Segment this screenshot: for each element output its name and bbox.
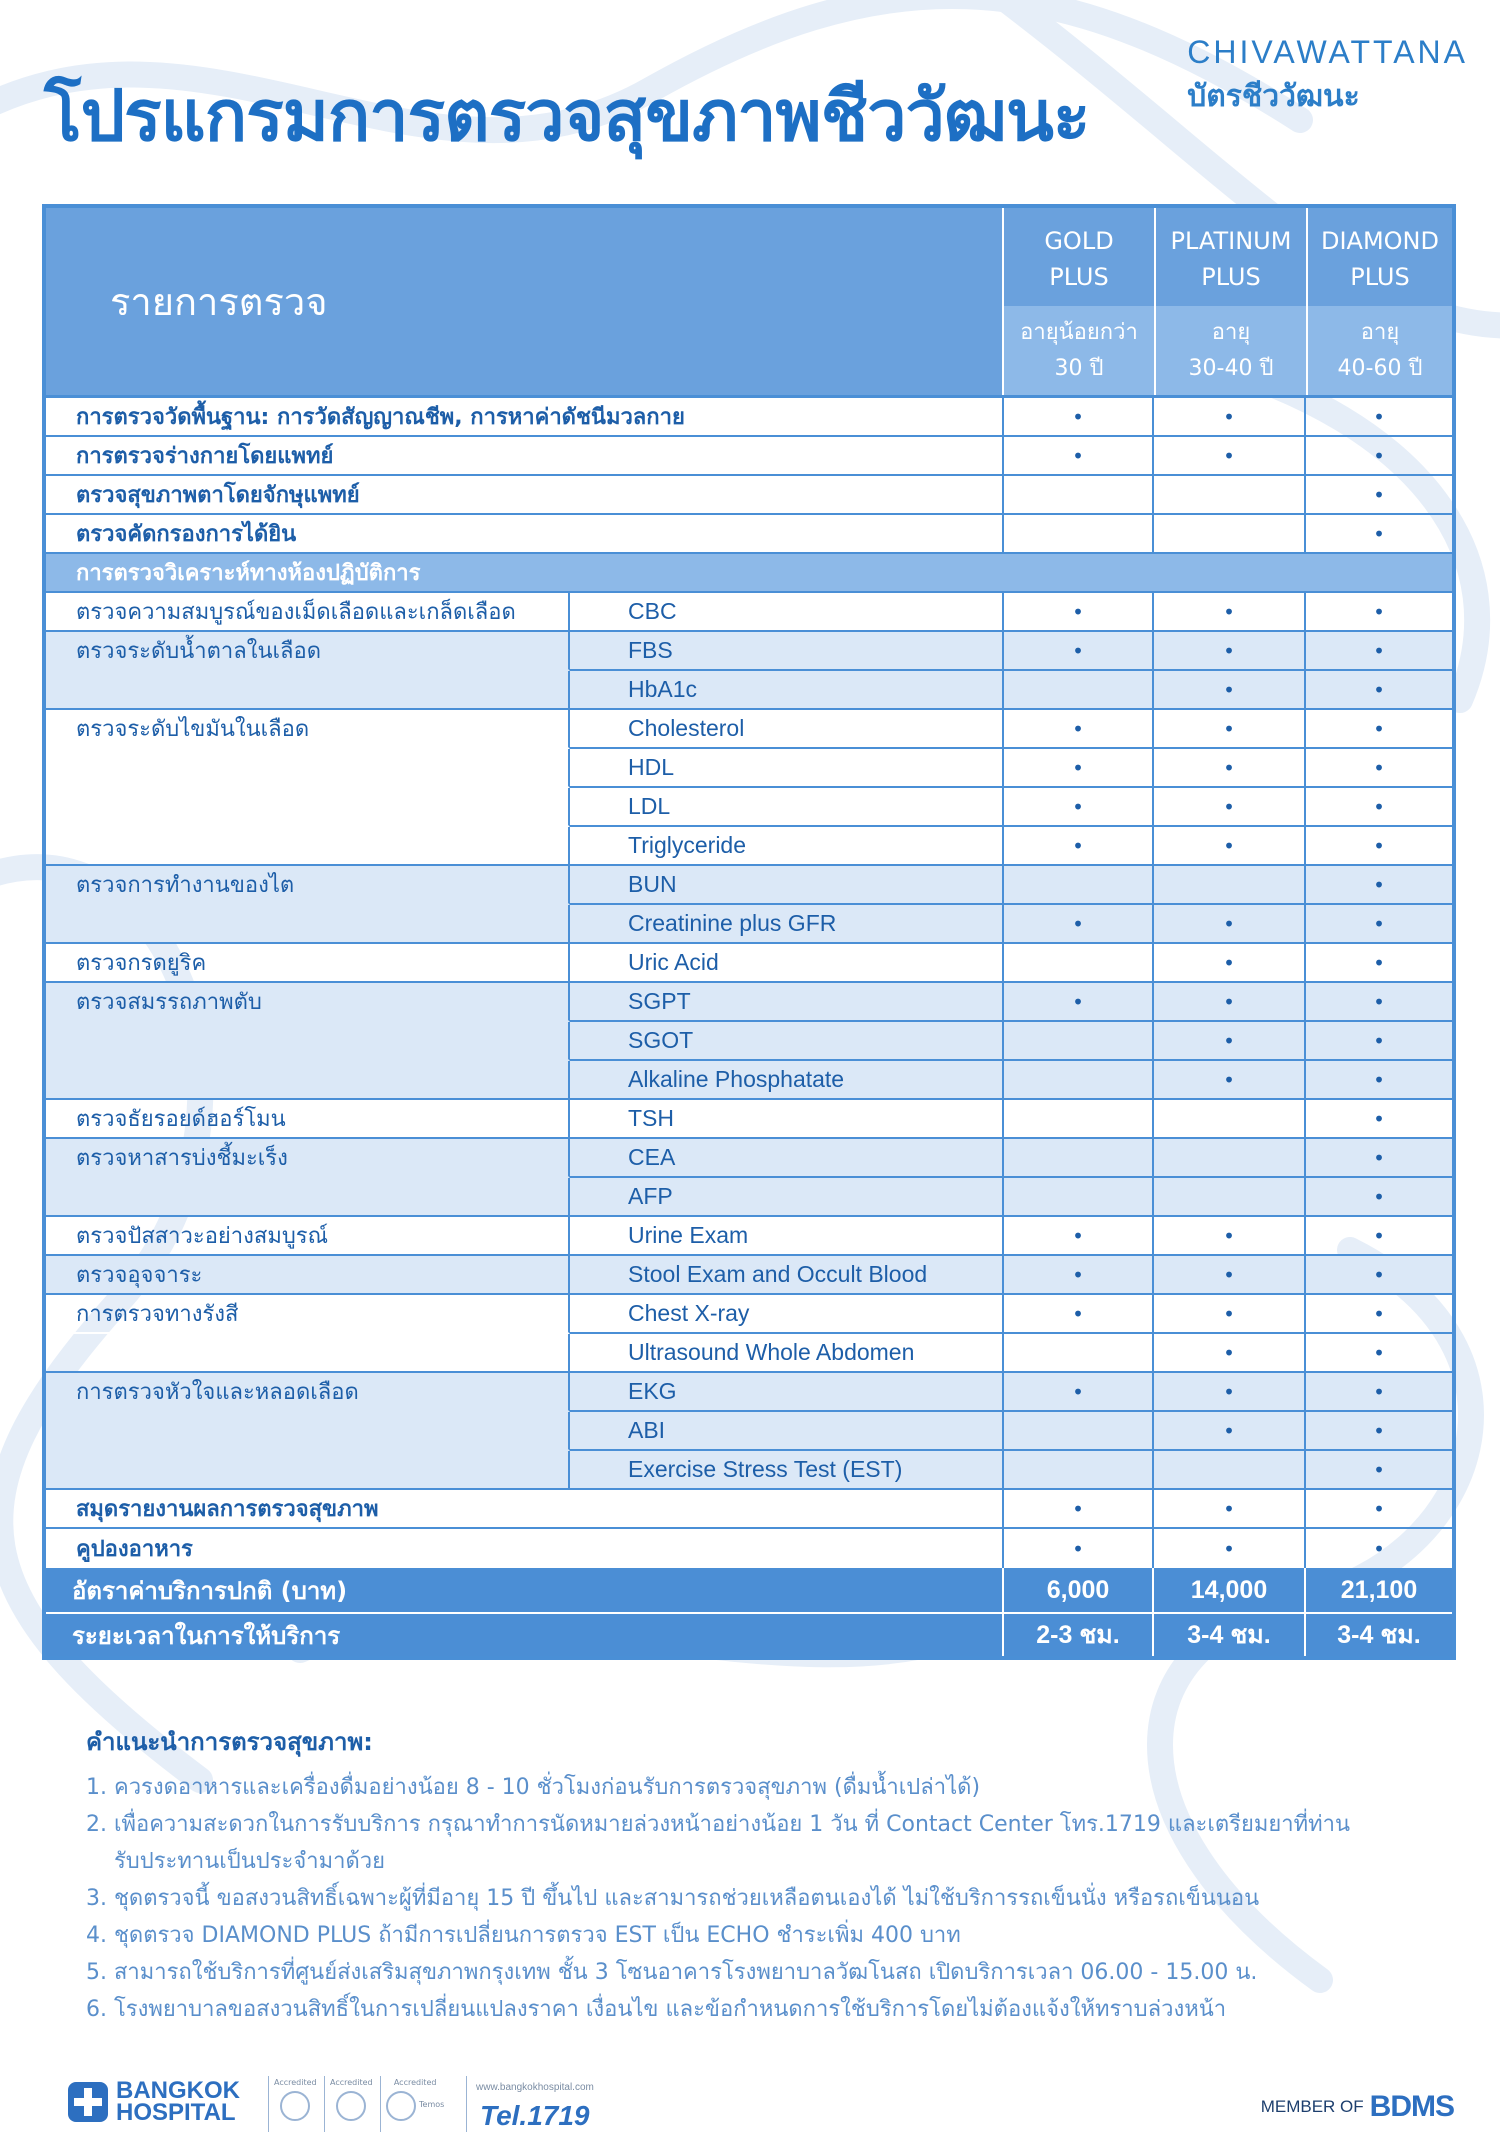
inclusion-mark: • (1154, 749, 1306, 786)
inclusion-mark (1004, 671, 1154, 708)
inclusion-mark: • (1004, 632, 1154, 669)
note-item: 2. เพื่อความสะดวกในการรับบริการ กรุณาทำการนัดหมายล่วงหน้าอย่างน้อย 1 วัน ที่ Contact Center โทร.1719 และเตรียมยาที่ท่าน (86, 1812, 1351, 1837)
table-row (46, 827, 1452, 866)
duration-platinum: 3-4 ชม. (1154, 1614, 1306, 1656)
section-cell (1004, 554, 1154, 591)
category-label (46, 827, 570, 864)
category-label (46, 1061, 570, 1098)
inclusion-mark: • (1004, 593, 1154, 630)
item-label: สมุดรายงานผลการตรวจสุขภาพ (46, 1490, 1004, 1527)
test-name: EKG (570, 1373, 1004, 1410)
table-row (46, 944, 1452, 983)
test-name: Cholesterol (570, 710, 1004, 747)
inclusion-mark: • (1154, 1490, 1306, 1527)
inclusion-mark (1004, 1061, 1154, 1098)
inclusion-mark: • (1154, 1373, 1306, 1410)
accreditation-badge-icon: Accredited (274, 2078, 317, 2121)
category-label (46, 1178, 570, 1215)
inclusion-mark: • (1306, 905, 1452, 942)
category-label: ตรวจธัยรอยด์ฮอร์โมน (46, 1100, 570, 1137)
item-label: การตรวจร่างกายโดยแพทย์ (46, 437, 1004, 474)
test-name: HDL (570, 749, 1004, 786)
inclusion-mark: • (1306, 1139, 1452, 1176)
inclusion-mark: • (1154, 1217, 1306, 1254)
logo-line-1: BANGKOK (116, 2077, 240, 2104)
category-label (46, 749, 570, 788)
tier-name: PLATINUM PLUS (1170, 227, 1292, 292)
duration-row (46, 1612, 1452, 1656)
header-label: รายการตรวจ (46, 208, 1004, 395)
notes-list (86, 1769, 1436, 2028)
table-row (46, 398, 1452, 437)
section-cell (1306, 554, 1452, 591)
test-name: Stool Exam and Occult Blood (570, 1256, 1004, 1293)
tier-diamond-plus (1306, 208, 1452, 395)
test-name: TSH (570, 1100, 1004, 1137)
duration-gold: 2-3 ชม. (1004, 1614, 1154, 1656)
test-name: LDL (570, 788, 1004, 825)
inclusion-mark: • (1154, 1256, 1306, 1293)
item-label: ตรวจสุขภาพตาโดยจักษุแพทย์ (46, 476, 1004, 513)
inclusion-mark: • (1306, 1373, 1452, 1410)
category-label: ตรวจการทำงานของไต (46, 866, 570, 905)
category-label: ตรวจอุจจาระ (46, 1256, 570, 1293)
table-row (46, 1178, 1452, 1217)
divider (324, 2076, 325, 2132)
inclusion-mark: • (1373, 443, 1385, 468)
hospital-cross-icon (68, 2082, 108, 2122)
inclusion-mark: • (1154, 944, 1306, 981)
inclusion-mark (1004, 1022, 1154, 1059)
inclusion-mark (1004, 1412, 1154, 1449)
duration-diamond: 3-4 ชม. (1337, 1621, 1421, 1649)
tier-name: DIAMOND PLUS (1320, 227, 1439, 292)
brand-logo (1187, 34, 1468, 120)
price-row (46, 1568, 1452, 1612)
inclusion-mark: • (1306, 1178, 1452, 1215)
category-label: การตรวจทางรังสี (46, 1295, 570, 1334)
table-row (46, 1256, 1452, 1295)
temos-badge-icon: Accredited Temos (386, 2078, 444, 2121)
test-name: Ultrasound Whole Abdomen (570, 1334, 1004, 1371)
note-item: 1. ควรงดอาหารและเครื่องดื่มอย่างน้อย 8 - 10 ชั่วโมงก่อนรับการตรวจสุขภาพ (ดื่มน้ำเปล่าได้) (86, 1775, 981, 1800)
inclusion-mark: • (1004, 1295, 1154, 1332)
inclusion-mark (1004, 515, 1154, 552)
inclusion-mark: • (1154, 632, 1306, 669)
inclusion-mark: • (1306, 866, 1452, 903)
table-row (46, 1022, 1452, 1061)
table-body (46, 398, 1452, 1568)
inclusion-mark: • (1373, 482, 1385, 507)
inclusion-mark (1154, 866, 1306, 903)
price-diamond: 21,100 (1340, 1575, 1418, 1604)
price-label: อัตราค่าบริการปกติ (บาท) (46, 1568, 1004, 1612)
inclusion-mark: • (1373, 599, 1385, 624)
item-label: ตรวจคัดกรองการได้ยิน (46, 515, 1004, 552)
price-platinum: 14,000 (1154, 1568, 1306, 1612)
inclusion-mark: • (1306, 632, 1452, 669)
tier-age: อายุน้อยกว่า 30 ปี (1020, 319, 1138, 381)
table-row (46, 905, 1452, 944)
divider (268, 2076, 269, 2132)
category-label (46, 1412, 570, 1451)
page-title: โปรแกรมการตรวจสุขภาพชีววัฒนะ (44, 75, 1090, 157)
accreditation-badge-icon: Accredited (330, 2078, 373, 2121)
inclusion-mark: • (1004, 710, 1154, 747)
inclusion-mark: • (1306, 1451, 1452, 1488)
test-name: Alkaline Phosphatate (570, 1061, 1004, 1098)
table-row (46, 593, 1452, 632)
telephone-number[interactable]: Tel.1719 (480, 2100, 590, 2131)
category-label (46, 1451, 570, 1488)
table-row (46, 1217, 1452, 1256)
category-label: ตรวจหาสารบ่งชี้มะเร็ง (46, 1139, 570, 1178)
category-label (46, 1022, 570, 1061)
table-header (46, 208, 1452, 398)
inclusion-mark: • (1004, 1529, 1154, 1568)
divider (466, 2076, 467, 2132)
section-label: การตรวจวิเคราะห์ทางห้องปฏิบัติการ (76, 561, 421, 586)
test-name: Uric Acid (570, 944, 1004, 981)
duration-label: ระยะเวลาในการให้บริการ (46, 1614, 1004, 1656)
inclusion-mark: • (1154, 1529, 1306, 1568)
inclusion-mark: • (1004, 1490, 1154, 1527)
inclusion-mark: • (1004, 1373, 1154, 1410)
inclusion-mark: • (1004, 749, 1154, 786)
inclusion-mark: • (1004, 788, 1154, 825)
inclusion-mark: • (1154, 1412, 1306, 1449)
test-name: FBS (570, 632, 1004, 669)
inclusion-mark: • (1154, 1022, 1306, 1059)
inclusion-mark: • (1154, 905, 1306, 942)
table-row (46, 1529, 1452, 1568)
category-label: ตรวจสมรรถภาพตับ (46, 983, 570, 1022)
bangkok-hospital-logo (68, 2077, 240, 2126)
section-cell (1154, 554, 1306, 591)
inclusion-mark (1004, 1178, 1154, 1215)
table-row (46, 1334, 1452, 1373)
inclusion-mark: • (1154, 437, 1306, 474)
inclusion-mark: • (1154, 398, 1306, 435)
table-row (46, 983, 1452, 1022)
inclusion-mark: • (1154, 593, 1306, 630)
inclusion-mark: • (1154, 1295, 1306, 1332)
inclusion-mark (1154, 1100, 1306, 1137)
inclusion-mark: • (1306, 1412, 1452, 1449)
inclusion-mark: • (1154, 788, 1306, 825)
inclusion-mark: • (1306, 1022, 1452, 1059)
test-name: Triglyceride (570, 827, 1004, 864)
bdms-logo-text: BDMS (1369, 2090, 1454, 2123)
inclusion-mark: • (1373, 1223, 1385, 1248)
inclusion-mark: • (1154, 827, 1306, 864)
inclusion-mark (1004, 944, 1154, 981)
tier-gold-plus (1004, 208, 1154, 395)
test-name: CBC (570, 593, 1004, 630)
inclusion-mark (1004, 1334, 1154, 1371)
table-row (46, 1412, 1452, 1451)
inclusion-mark (1004, 1451, 1154, 1488)
test-name: ABI (570, 1412, 1004, 1449)
note-item: 6. โรงพยาบาลขอสงวนสิทธิ์ในการเปลี่ยนแปลงราคา เงื่อนไข และข้อกำหนดการใช้บริการโดยไม่ต้องแจ้งให้ทราบล่วงหน้า (86, 1997, 1227, 2022)
inclusion-mark: • (1154, 983, 1306, 1020)
test-name: SGOT (570, 1022, 1004, 1059)
table-row (46, 1139, 1452, 1178)
inclusion-mark: • (1154, 710, 1306, 747)
note-item: 3. ชุดตรวจนี้ ขอสงวนสิทธิ์เฉพาะผู้ที่มีอายุ 15 ปี ขึ้นไป และสามารถช่วยเหลือตนเองได้ ไม่ใช้บริการรถเข็นนั่ง หรือรถเข็นนอน (86, 1886, 1260, 1911)
inclusion-mark: • (1373, 716, 1385, 741)
table-row (46, 866, 1452, 905)
inclusion-mark: • (1004, 983, 1154, 1020)
inclusion-mark: • (1004, 1256, 1154, 1293)
tier-name: GOLD PLUS (1044, 227, 1114, 292)
test-name: BUN (570, 866, 1004, 903)
tier-age: อายุ 30-40 ปี (1188, 319, 1274, 381)
test-name: AFP (570, 1178, 1004, 1215)
test-name: CEA (570, 1139, 1004, 1176)
inclusion-mark: • (1306, 671, 1452, 708)
item-label: การตรวจวัดพื้นฐาน: การวัดสัญญาณชีพ, การหาค่าดัชนีมวลกาย (46, 398, 1004, 435)
note-item: 5. สามารถใช้บริการที่ศูนย์ส่งเสริมสุขภาพกรุงเทพ ชั้น 3 โซนอาคารโรงพยาบาลวัฒโนสถ เปิดบริการเวลา 06.00 - 15.00 น. (86, 1960, 1258, 1985)
inclusion-mark: • (1373, 794, 1385, 819)
table-row (46, 671, 1452, 710)
category-label: ตรวจความสมบูรณ์ของเม็ดเลือดและเกล็ดเลือด (46, 593, 570, 630)
inclusion-mark (1004, 866, 1154, 903)
inclusion-mark: • (1373, 1106, 1385, 1131)
table-row (46, 788, 1452, 827)
test-name: Exercise Stress Test (EST) (570, 1451, 1004, 1488)
inclusion-mark (1154, 1178, 1306, 1215)
table-row (46, 1061, 1452, 1100)
inclusion-mark: • (1306, 1256, 1452, 1293)
inclusion-mark: • (1004, 1217, 1154, 1254)
bdms-member-logo (1261, 2090, 1454, 2124)
brand-name-th: บัตรชีววัฒนะ (1187, 79, 1360, 114)
table-row (46, 632, 1452, 671)
inclusion-mark: • (1004, 398, 1154, 435)
tier-platinum-plus (1154, 208, 1306, 395)
inclusion-mark: • (1154, 1334, 1306, 1371)
inclusion-mark: • (1373, 521, 1385, 546)
inclusion-mark: • (1373, 1301, 1385, 1326)
inclusion-mark: • (1373, 1536, 1385, 1561)
inclusion-mark: • (1373, 1340, 1385, 1365)
table-row (46, 1373, 1452, 1412)
table-row (46, 1100, 1452, 1139)
test-name: Creatinine plus GFR (570, 905, 1004, 942)
notes-title: คำแนะนำการตรวจสุขภาพ: (86, 1728, 373, 1756)
inclusion-mark: • (1373, 404, 1385, 429)
table-row (46, 1295, 1452, 1334)
test-name: SGPT (570, 983, 1004, 1020)
inclusion-mark (1004, 1100, 1154, 1137)
note-item: รับประทานเป็นประจำมาด้วย (86, 1849, 385, 1874)
logo-line-2: HOSPITAL (116, 2099, 236, 2126)
inclusion-mark: • (1306, 1061, 1452, 1098)
inclusion-mark (1154, 1139, 1306, 1176)
category-label: การตรวจหัวใจและหลอดเลือด (46, 1373, 570, 1412)
footer (0, 2060, 1500, 2140)
table-row (46, 710, 1452, 749)
inclusion-mark: • (1004, 905, 1154, 942)
inclusion-mark: • (1306, 983, 1452, 1020)
category-label (46, 905, 570, 942)
inclusion-mark: • (1373, 950, 1385, 975)
table-row (46, 515, 1452, 554)
table-row (46, 1451, 1452, 1490)
inclusion-mark (1154, 476, 1306, 513)
website-url[interactable]: www.bangkokhospital.com (476, 2082, 594, 2093)
category-label (46, 788, 570, 827)
inclusion-mark: • (1373, 755, 1385, 780)
inclusion-mark: • (1373, 833, 1385, 858)
inclusion-mark: • (1154, 1061, 1306, 1098)
package-comparison-table (42, 204, 1456, 1660)
tier-age: อายุ 40-60 ปี (1337, 319, 1423, 381)
category-label: ตรวจระดับน้ำตาลในเลือด (46, 632, 570, 671)
category-label (46, 671, 570, 708)
table-row (46, 476, 1452, 515)
test-name: Urine Exam (570, 1217, 1004, 1254)
category-label: ตรวจกรดยูริค (46, 944, 570, 981)
category-label (46, 1334, 570, 1371)
test-name: Chest X-ray (570, 1295, 1004, 1332)
section-row (46, 554, 1452, 593)
table-row (46, 437, 1452, 476)
item-label: คูปองอาหาร (46, 1529, 1004, 1568)
member-of-text: MEMBER OF (1260, 2097, 1364, 2116)
price-gold: 6,000 (1004, 1568, 1154, 1612)
category-label: ตรวจระดับไขมันในเลือด (46, 710, 570, 749)
note-item: 4. ชุดตรวจ DIAMOND PLUS ถ้ามีการเปลี่ยนการตรวจ EST เป็น ECHO ชำระเพิ่ม 400 บาท (86, 1923, 961, 1948)
inclusion-mark (1154, 1451, 1306, 1488)
divider (380, 2076, 381, 2132)
inclusion-mark: • (1004, 827, 1154, 864)
inclusion-mark (1004, 476, 1154, 513)
brand-name-en: CHIVAWATTANA (1187, 34, 1468, 70)
test-name: HbA1c (570, 671, 1004, 708)
notes-section (86, 1722, 1436, 2028)
inclusion-mark (1154, 515, 1306, 552)
inclusion-mark: • (1154, 671, 1306, 708)
inclusion-mark: • (1373, 1496, 1385, 1521)
category-label: ตรวจปัสสาวะอย่างสมบูรณ์ (46, 1217, 570, 1254)
inclusion-mark (1004, 1139, 1154, 1176)
inclusion-mark: • (1004, 437, 1154, 474)
table-row (46, 1490, 1452, 1529)
table-row (46, 749, 1452, 788)
